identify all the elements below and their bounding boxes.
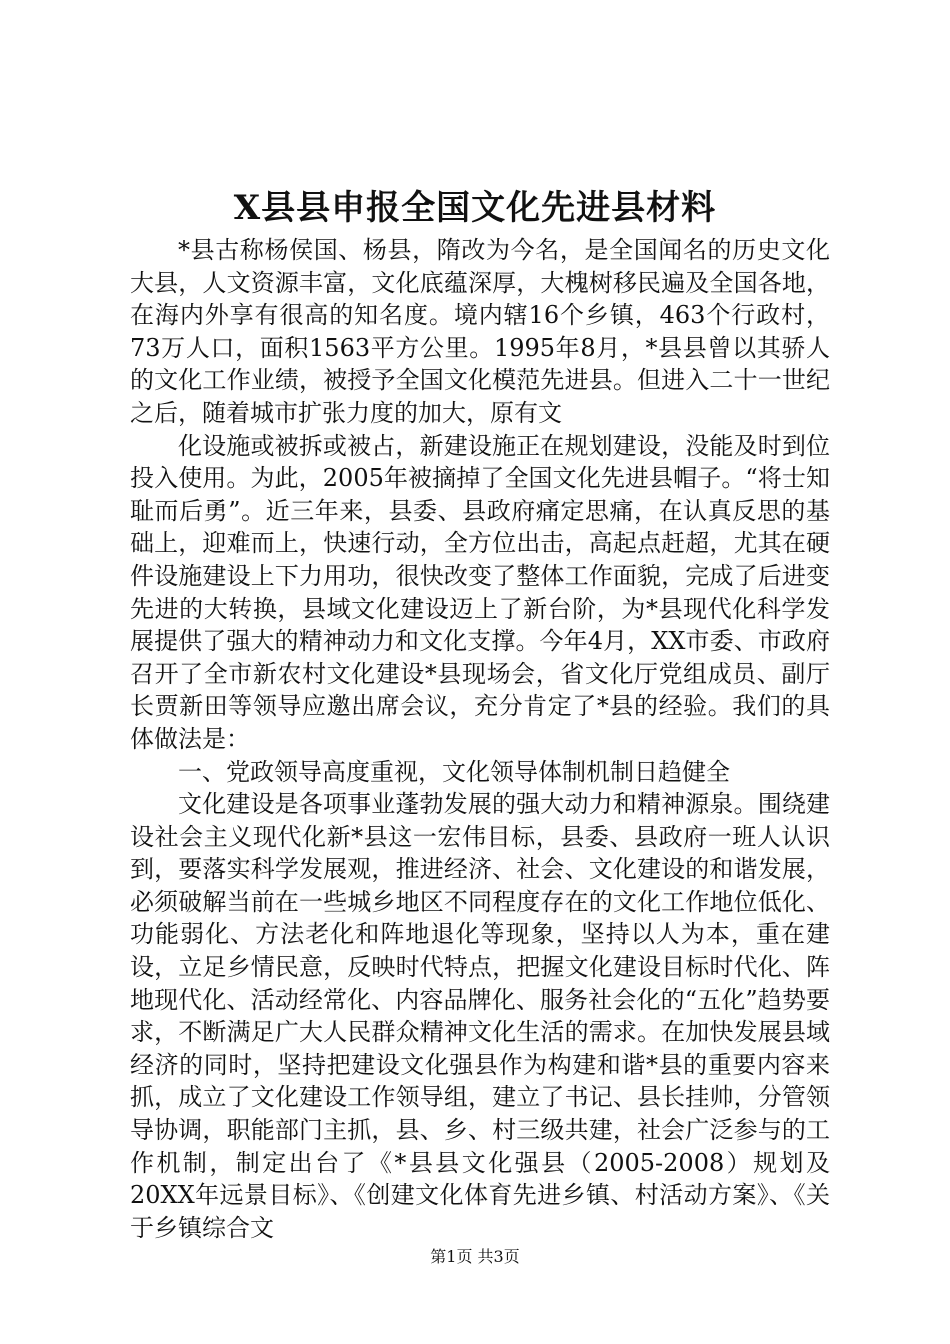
paragraph-section-1: 文化建设是各项事业蓬勃发展的强大动力和精神源泉。围绕建设社会主义现代化新*县这一宏伟目标，县委、县政府一班人认识到，要落实科学发展观，推进经济、社会、文化建设的和谐发展，必须破解当前在一些城乡地区不同程度存在的文化工作地位低化、功能弱化、方法老化和阵地退化等现象，坚持以人为本，重在建设，立足乡情民意，反映时代特点，把握文化建设目标时代化、阵地现代化、活动经常化、内容品牌化、服务社会化的“五化”趋势要求，不断满足广大人民群众精神文化生活的需求。在加快发展县域经济的同时，坚持把建设文化强县作为构建和谐*县的重要内容来抓，成立了文化建设工作领导组，建立了书记、县长挂帅，分管领导协调，职能部门主抓，县、乡、村三级共建，社会广泛参与的工作机制，制定出台了《*县县文化强县（2005-2008）规划及20XX年远景目标》、《创建文化体育先进乡镇、村活动方案》、《关于乡镇综合文 [130, 790, 830, 1242]
page-footer: 第1页 共3页 [430, 1247, 520, 1266]
document-body [130, 234, 830, 1244]
section-heading-1: 一、党政领导高度重视，文化领导体制机制日趋健全 [178, 757, 730, 786]
document-title: X县县申报全国文化先进县材料 [233, 188, 717, 228]
paragraph-intro: *县古称杨侯国、杨县，隋改为今名，是全国闻名的历史文化大县，人文资源丰富，文化底蕴深厚，大槐树移民遍及全国各地，在海内外享有很高的知名度。境内辖16个乡镇，463个行政村，73万人口，面积1563平方公里。1995年8月，*县县曾以其骄人的文化工作业绩，被授予全国文化模范先进县。但进入二十一世纪之后，随着城市扩张力度的加大，原有文 [130, 236, 830, 427]
paragraph-background: 化设施或被拆或被占，新建设施正在规划建设，没能及时到位投入使用。为此，2005年被摘掉了全国文化先进县帽子。“将士知耻而后勇”。近三年来，县委、县政府痛定思痛，在认真反思的基础上，迎难而上，快速行动，全方位出击，高起点赶超，尤其在硬件设施建设上下力用功，很快改变了整体工作面貌，完成了后进变先进的大转换，县域文化建设迈上了新台阶，为*县现代化科学发展提供了强大的精神动力和文化支撑。今年4月，XX市委、市政府召开了全市新农村文化建设*县现场会，省文化厅党组成员、副厅长贾新田等领导应邀出席会议，充分肯定了*县的经验。我们的具体做法是： [130, 431, 830, 753]
